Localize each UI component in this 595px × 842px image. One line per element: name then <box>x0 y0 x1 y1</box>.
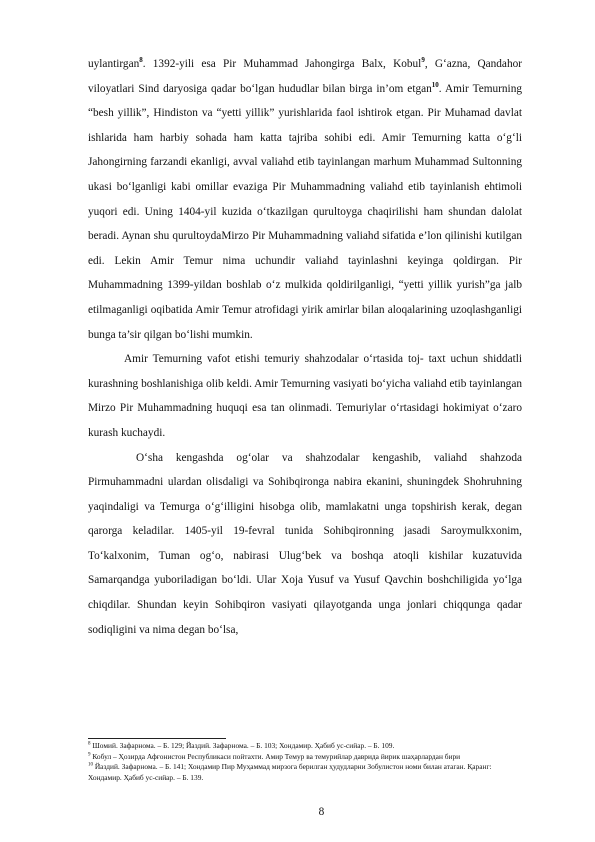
footnote-text: Шомий. Зафарнома. – Б. 129; Йаздий. Зафарнома. – Б. 103; Хондамир. Ҳабиб ус-сийар. – Б. 109. <box>90 741 395 750</box>
paragraph-1 <box>88 52 522 347</box>
paragraph-2 <box>88 347 522 445</box>
footnote-ref[interactable]: 10 <box>431 80 439 89</box>
page-number: 8 <box>318 806 325 818</box>
paragraph-text: , G‘azna, Qandahor viloyatlari Sind daryosiga qadar bo‘lgan hududlar bilan birga in’om etgan <box>88 58 522 95</box>
footnote-ref[interactable]: 8 <box>139 56 143 65</box>
footnote-number: 8 <box>88 741 91 747</box>
footnote-8 <box>88 741 522 752</box>
paragraph-text: O‘sha kengashda og‘olar va shahzodalar kengashib, valiahd shahzoda Pirmuhammadni ulardan olisdaligi va Sohibqironga nabira ekanini, shuningdek Shohruhning yaqindaligi va Temurga o‘g‘illigini hisobga olib, mamlakatni unga topshirish kerak, degan qarorga keladilar. 1405-yil 19-fevral tunida Sohibqironning jasadi Saroymulkxonim, To‘kalxonim, Tuman og‘o, nabirasi Ulug‘bek va boshqa atoqli kishilar kuzatuvida Samarqandga yuboriladigan bo‘ldi. Ular Xoja Yusuf va Yusuf Qavchin boshchiligida yo‘lga chiqdilar. Shundan keyin Sohibqiron vasiyati qilayotganda unga jonlari chiqqunga qadar sodiqligini va nima degan bo‘lsa, <box>88 451 522 636</box>
body-text <box>88 52 522 642</box>
footnote-text: Кобул – Ҳозирда Афғонистон Республикаси пойтахти. Амир Темур ва темурийлар даврида йирик шаҳарлардан бири <box>90 751 461 761</box>
footnote-number: 9 <box>88 752 91 758</box>
footnote-separator <box>88 738 226 739</box>
footnote-text: Йаздий. Зафарнома. – Б. 141; Хондамир Пир Муҳаммад мирзога берилган ҳудудларни Зобулистон номи билан атаган. Қаранг: Хондамир. Ҳабиб ус-сийар. – Б. 139. <box>88 762 492 782</box>
paragraph-text: uylantirgan <box>88 58 140 70</box>
paragraph-text: . Amir Temurning “besh yillik”, Hindiston va “yetti yillik” yurishlarida faol ishtirok etgan. Pir Muhamad davlat ishlarida ham harbiy sohada ham katta tajriba sohibi edi. Amir Temurning katta o‘g‘li Jahongirning farzandi ekanligi, avval valiahd etib tayinlangan marhum Muhammad Sultonning ukasi bo‘lganligi kabi omillar evaziga Pir Muhammadning valiahd etib tayinlanish ehtimoli yuqori edi. Uning 1404-yil kuzida o‘tkazilgan qurultoyga chaqirilishi ham shundan dalolat beradi. Aynan shu qurultoydaMirzo Pir Muhammadning valiahd sifatida e’lon qilinishi kutilgan edi. Lekin Amir Temur nima uchundir valiahd tayinlashni keyinga qoldirgan. Pir Muhammadning 1399-yildan boshlab o‘z mulkida qoldirilganligi, “yetti yillik yurish”ga jalb etilmaganligi oqibatida Amir Temur atrofidagi yirik amirlar bilan aloqalarining uzoqlashganligi bunga ta’sir qilgan bo‘lishi mumkin. <box>88 82 522 341</box>
footnote-ref[interactable]: 9 <box>421 56 425 65</box>
paragraph-text: . 1392-yili esa Pir Muhammad Jahongirga Balx, Kobul <box>142 58 422 70</box>
paragraph-3 <box>88 446 522 643</box>
footnotes <box>88 741 522 783</box>
footnote-9 <box>88 752 522 763</box>
footnote-number: 10 <box>88 762 93 768</box>
footnote-10 <box>88 762 522 783</box>
paragraph-text: Amir Temurning vafot etishi temuriy shahzodalar o‘rtasida toj- taxt uchun shiddatli kurashning boshlanishiga olib keldi. Amir Temurning vasiyati bo‘yicha valiahd etib tayinlangan Mirzo Pir Muhammadning huquqi esa tan olinmadi. Temuriylar o‘rtasidagi hokimiyat o‘zaro kurash kuchaydi. <box>88 353 522 439</box>
